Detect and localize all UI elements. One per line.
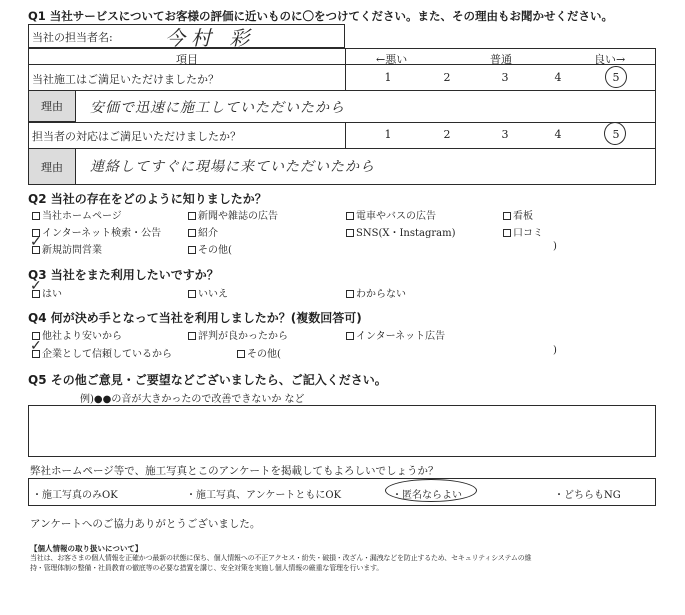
scale-good-label: 良い→ xyxy=(594,53,626,66)
q2-check-mark-icon: ✓ xyxy=(30,234,42,250)
q3-option-yes[interactable]: はい xyxy=(32,285,62,300)
q1-row2-scale-5[interactable]: 5 xyxy=(612,128,620,141)
q2-option-referral[interactable]: 紹介 xyxy=(188,224,218,239)
q1-row1-question: 当社施工はご満足いただけましたか？ xyxy=(32,73,219,86)
q5-answer-box[interactable] xyxy=(28,405,656,457)
q4-option-cheaper[interactable]: 他社より安いから xyxy=(32,327,122,342)
q1-row2-reason-handwritten: 連絡してすぐに現場に来ていただいたから xyxy=(90,159,375,175)
q2-option-visit-sales[interactable]: 新規訪問営業 xyxy=(32,241,102,256)
scale-bad-label: ←悪い xyxy=(376,53,408,66)
q4-check-mark-icon: ✓ xyxy=(30,338,42,354)
q4-option-other[interactable]: その他( xyxy=(237,345,281,360)
q1-row2-reason-label: 理由 xyxy=(28,148,76,185)
checkbox-icon xyxy=(503,212,511,220)
q2-option-homepage[interactable]: 当社ホームページ xyxy=(32,207,122,222)
q1-row1-selected-circle xyxy=(605,66,627,88)
publish-question: 弊社ホームページ等で、施工写真とこのアンケートを掲載してもよろしいでしょうか？ xyxy=(30,465,439,477)
publish-option-neither[interactable]: ・どちらもNG xyxy=(554,490,621,501)
q4-option-internet-ad[interactable]: インターネット広告 xyxy=(346,327,445,342)
q3-heading: Q3 当社をまた利用したいですか？ xyxy=(28,268,219,282)
q1-row2-scale-1[interactable]: 1 xyxy=(384,128,392,141)
q4-other-close-paren: ) xyxy=(553,345,557,356)
q4-option-trust[interactable]: 企業として信頼しているから xyxy=(32,345,172,360)
publish-option-anonymous[interactable]: ・匿名ならよい xyxy=(392,490,462,501)
q1-row1-scale-5[interactable]: 5 xyxy=(612,71,620,84)
checkbox-icon xyxy=(346,229,354,237)
checkbox-icon xyxy=(346,290,354,298)
q5-answer-text xyxy=(29,406,655,418)
publish-option-both-ok[interactable]: ・施工写真、アンケートともにOK xyxy=(186,490,342,501)
q5-example: 例)●●の音が大きかったので改善できないか など xyxy=(80,394,305,405)
q1-row2-scale-2[interactable]: 2 xyxy=(443,128,451,141)
q1-row2-scale-4[interactable]: 4 xyxy=(554,128,562,141)
q2-option-train-bus[interactable]: 電車やバスの広告 xyxy=(346,207,436,222)
checkbox-icon xyxy=(503,229,511,237)
staff-label: 当社の担当者名: xyxy=(32,31,113,44)
thanks-message: アンケートへのご協力ありがとうございました。 xyxy=(30,518,261,530)
q2-option-other[interactable]: その他( xyxy=(188,241,232,256)
q2-option-word-of-mouth[interactable]: 口コミ xyxy=(503,224,543,239)
q1-heading: Q1 当社サービスについてお客様の評価に近いものに〇をつけてください。また、その理由もお聞かせください。 xyxy=(28,9,614,23)
privacy-line-1: 当社は、お客さまの個人情報を正確かつ最新の状態に保ち、個人情報への不正アクセス・紛失・破損・改ざん・漏洩などを防止するため、セキュリティシステムの維 xyxy=(30,554,532,562)
checkbox-icon xyxy=(346,212,354,220)
q1-row2-selected-circle xyxy=(604,122,626,145)
q1-row2-question: 担当者の対応はご満足いただけましたか？ xyxy=(32,130,241,143)
privacy-title: 【個人情報の取り扱いについて】 xyxy=(30,544,143,553)
checkbox-icon xyxy=(188,290,196,298)
q2-heading: Q2 当社の存在をどのように知りましたか？ xyxy=(28,192,267,206)
q1-row1-reason-handwritten: 安価で迅速に施工していただいたから xyxy=(90,100,345,116)
checkbox-icon xyxy=(188,229,196,237)
q4-option-reputation[interactable]: 評判が良かったから xyxy=(188,327,288,342)
q1-row1-scale-1[interactable]: 1 xyxy=(384,71,392,84)
q2-option-newspaper[interactable]: 新聞や雑誌の広告 xyxy=(188,207,278,222)
checkbox-icon xyxy=(32,212,40,220)
q2-option-search[interactable]: インターネット検索・公告 xyxy=(32,224,161,239)
q1-row1-reason-label: 理由 xyxy=(28,90,76,122)
q3-check-mark-icon: ✓ xyxy=(30,278,42,294)
checkbox-icon xyxy=(346,332,354,340)
publish-selected-circle xyxy=(385,479,477,502)
q5-heading: Q5 その他ご意見・ご要望などございましたら、ご記入ください。 xyxy=(28,373,387,387)
q3-option-no[interactable]: いいえ xyxy=(188,285,228,300)
q2-option-signboard[interactable]: 看板 xyxy=(503,207,533,222)
privacy-line-2: 持・管理体制の整備・社員教育の徹底等の必要な措置を講じ、安全対策を実施し個人情報の厳重な管理を行います。 xyxy=(30,564,384,572)
checkbox-icon xyxy=(188,332,196,340)
publish-option-photo-only[interactable]: ・施工写真のみOK xyxy=(32,490,118,501)
q1-row1-scale-4[interactable]: 4 xyxy=(554,71,562,84)
q1-row1-scale-2[interactable]: 2 xyxy=(443,71,451,84)
q1-row2-scale-3[interactable]: 3 xyxy=(501,128,509,141)
q3-option-unsure[interactable]: わからない xyxy=(346,285,406,300)
q4-heading: Q4 何が決め手となって当社を利用しましたか？(複数回答可) xyxy=(28,311,362,325)
q1-row1-scale-3[interactable]: 3 xyxy=(501,71,509,84)
q2-other-close-paren: ) xyxy=(553,241,557,252)
q2-option-sns[interactable]: SNS(X・Instagram) xyxy=(346,224,456,239)
checkbox-icon xyxy=(188,212,196,220)
col-item-header: 項目 xyxy=(176,53,198,66)
scale-mid-label: 普通 xyxy=(490,53,512,66)
checkbox-icon xyxy=(188,246,196,254)
staff-name-handwritten: 今村 彩 xyxy=(165,26,256,50)
checkbox-icon xyxy=(237,350,245,358)
